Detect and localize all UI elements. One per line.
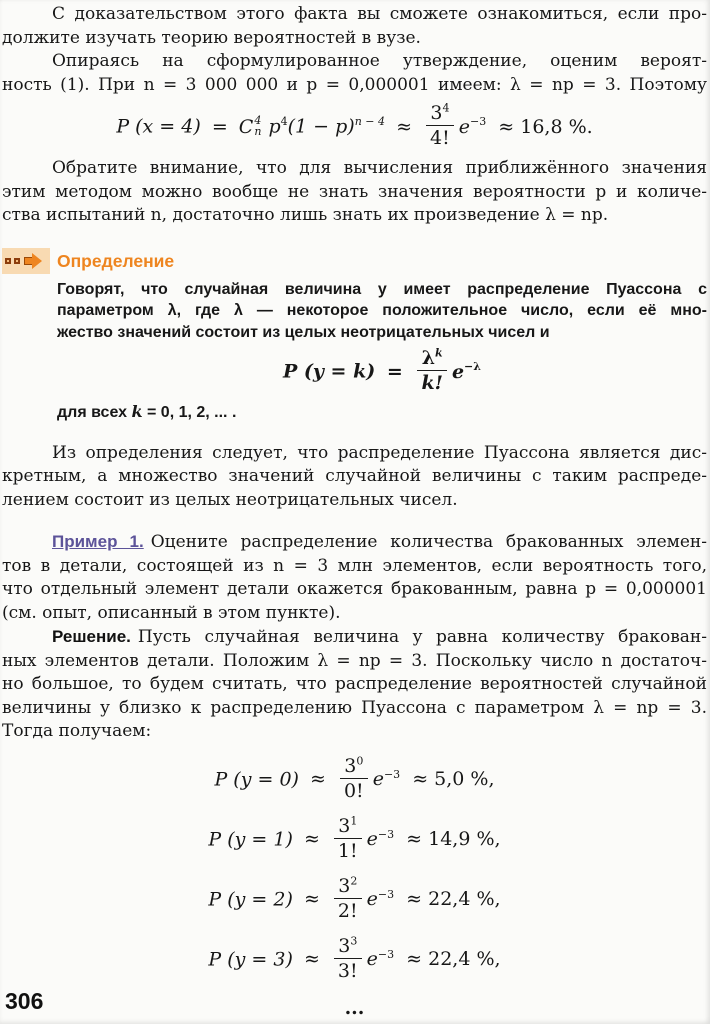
numerator [334,935,362,959]
text-line: этим методом можно вообще не знать значения вероятности p и количе- [2,181,707,202]
text-line [2,530,707,555]
text: Пусть случайная величина y равна количеству бракован- [137,627,707,647]
p-term: p [268,115,281,138]
numerator-exponent: 3 [350,934,358,948]
denominator: 2! [337,899,358,922]
text-line: кретным, а множество значений случайной величины с таким распреде- [2,466,707,486]
definition-arrow-icon [2,248,50,274]
e-exponent: −3 [377,947,395,961]
e-exponent: −λ [464,360,481,374]
text-line: Из определения следует, что распределение Пуассона является дис- [52,442,707,463]
e-exponent: −3 [377,887,395,901]
numerator-base: 3 [338,874,351,897]
e-term: e [366,828,378,850]
text-line: Обратите внимание, что для вычисления приближённого значения [52,158,707,178]
result-value: ≈ 16,8 %. [498,115,593,138]
example-1-link[interactable]: Пример 1. [52,532,144,551]
poisson-probability-y0 [2,754,707,804]
fraction [334,935,362,982]
definition-line: параметром λ, где λ — некоторое положительное число, если её мно- [57,302,707,319]
text-line: Опираясь на сформулированное утверждение, оценим вероят- [52,51,707,71]
numerator [426,102,454,126]
fraction [417,347,447,394]
coefficient-scripts [254,116,261,137]
numerator [417,347,447,371]
paragraph-estimate [2,50,707,97]
text-line: что отдельный элемент детали окажется бракованным, равна p = 0,000001 [2,579,707,599]
text-line: величины y близко к распределению Пуассона с параметром λ = np = 3. [2,697,707,718]
text-line: но большое, то будем считать, что распределение вероятностей случайной [2,674,707,694]
approx-symbol: ≈ [303,888,320,910]
text: Оцените распределение количества бракованных элемен- [150,532,707,552]
e-exponent: −3 [377,827,395,841]
result-value: ≈ 22,4 %, [406,888,501,910]
result-value: ≈ 14,9 %, [406,828,501,850]
paragraph-attention [2,157,707,228]
e-exponent: −3 [383,767,401,781]
coefficient-sup: 4 [254,114,262,127]
numerator-exponent: 4 [442,101,450,115]
numerator-base: 3 [344,754,357,777]
poisson-probability-y2 [2,874,707,924]
e-term: e [372,768,384,790]
text-line: лением состоит из целых неотрицательных чисел. [2,489,458,510]
numerator [340,755,368,779]
k-variable: k [131,402,143,421]
math-lhs: P (y = 1) [208,828,293,850]
equals-symbol: = [211,115,228,138]
spacer [2,424,707,442]
approx-symbol: ≈ [396,115,412,138]
e-term: e [366,888,378,910]
poisson-probability-y1 [2,814,707,864]
denominator: 0! [343,779,364,802]
text-line: должите изучать теорию вероятностей в вузе. [2,27,421,48]
result-value: ≈ 5,0 %, [412,768,495,790]
paragraph-discrete [2,442,707,513]
denominator: 1! [337,839,358,862]
paren-exponent: n − 4 [354,115,386,129]
textbook-page [2,3,707,1020]
paragraph-solution [2,625,707,744]
approx-symbol: ≈ [310,768,326,790]
square-bullet-icon [14,258,20,264]
e-term: e [366,948,378,970]
coefficient-base: C [238,115,254,138]
fraction [426,102,454,149]
approx-symbol: ≈ [303,948,320,970]
text: для всех [57,404,132,421]
text-line: тов в детали, состоящей из n = 3 млн элементов, если вероятность того, [2,555,707,576]
text-line: (см. опыт, описанный в этом пункте). [2,602,341,623]
solution-label: Решение. [52,627,131,646]
paragraph-example-1 [2,530,707,625]
fraction [334,875,362,922]
formula-binomial [2,101,707,151]
definition-line: жество значений состоит из целых неотрицательных чисел и [57,323,550,341]
denominator: 3! [337,959,358,982]
spacer [2,512,707,530]
definition-callout [2,250,707,424]
continuation-ellipsis: ... [344,996,365,1019]
e-term: e [458,115,471,138]
approx-symbol: ≈ [303,828,320,850]
fraction [334,815,362,862]
e-term: e [451,360,465,383]
binomial-coefficient [239,116,263,138]
numerator [334,815,362,839]
formula-poisson-definition [57,346,707,396]
coefficient-sub: n [254,124,262,138]
math-lhs: P (y = 2) [208,888,293,910]
numerator-exponent: 1 [350,814,358,828]
numerator-exponent: k [435,346,443,360]
text-line: ных элементов детали. Положим λ = np = 3. Поскольку число n достаточ- [2,650,707,671]
text-line: Тогда получаем: [2,721,152,741]
e-exponent: −3 [470,115,487,129]
text-line: ства испытаний n, достаточно лишь знать их произведение λ = np. [2,205,609,225]
p-exponent: 4 [280,115,288,129]
numerator-exponent: 2 [350,874,358,888]
result-value: ≈ 22,4 %, [406,948,501,970]
right-arrow-icon [24,253,42,269]
text: = 0, 1, 2, ... . [142,404,237,421]
poisson-probability-y3 [2,934,707,984]
definition-line: Говорят, что случайная величина y имеет распределение Пуассона с [57,280,707,298]
denominator: 4! [430,127,450,149]
math-lhs: P (y = 0) [214,768,299,790]
page-number: 306 [5,988,44,1014]
definition-domain-line [57,401,707,424]
numerator-base: 3 [338,934,351,957]
square-bullet-icon [5,258,11,264]
numerator [334,875,362,899]
denominator: k! [421,372,443,394]
math-lhs: P (y = k) [283,360,376,383]
numerator-base: 3 [430,102,443,124]
text-line [2,625,707,650]
paren-term: (1 − p) [287,115,355,138]
text-line: С доказательством этого факта вы сможете ознакомиться, если про- [52,4,707,24]
numerator-base: λ [421,347,436,369]
definition-heading: Определение [57,250,175,271]
numerator-exponent: 0 [356,754,364,768]
math-lhs: P (x = 4) [116,115,201,138]
fraction [340,755,368,802]
text-line: ность (1). При n = 3 000 000 и p = 0,000001 имеем: λ = np = 3. Поэтому [2,74,707,95]
paragraph-proof-note [2,3,707,50]
equals-symbol: = [386,360,403,383]
numerator-base: 3 [338,814,351,837]
math-lhs: P (y = 3) [208,948,293,970]
